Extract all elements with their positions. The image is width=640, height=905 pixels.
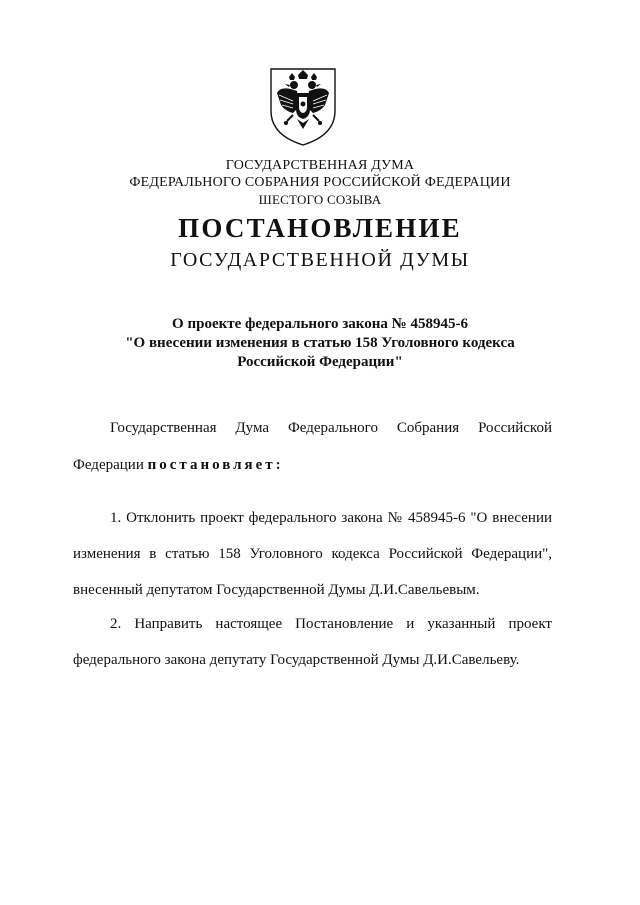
item-2-line-1: 2. Направить настоящее Постановление и указанный проект	[110, 616, 552, 632]
item-1-line-1: 1. Отклонить проект федерального закона № 458945-6 "О внесении	[110, 510, 552, 526]
item-1-line-3: внесенный депутатом Государственной Думы Д.И.Савельевым.	[73, 582, 480, 598]
document-subtitle: ГОСУДАРСТВЕННОЙ ДУМЫ	[170, 249, 470, 271]
item-1-line-2: изменения в статью 158 Уголовного кодекса Российской Федерации",	[73, 546, 552, 562]
intro-paragraph-line-2	[73, 456, 284, 474]
header-line-assembly: ФЕДЕРАЛЬНОГО СОБРАНИЯ РОССИЙСКОЙ ФЕДЕРАЦИИ	[129, 175, 511, 190]
coat-of-arms-icon	[267, 67, 339, 147]
header-line-convocation: ШЕСТОГО СОЗЫВА	[258, 192, 382, 207]
resolves-word: постановляет:	[147, 457, 284, 473]
subject-line-1: О проекте федерального закона № 458945-6	[172, 316, 468, 332]
header-line-duma: ГОСУДАРСТВЕННАЯ ДУМА	[225, 158, 415, 173]
intro-federation-word: Федерации	[73, 457, 144, 473]
intro-paragraph-line-1: Государственная Дума Федерального Собрания Российской	[110, 420, 552, 436]
subject-line-3: Российской Федерации"	[237, 354, 403, 370]
item-2-line-2: федерального закона депутату Государственной Думы Д.И.Савельеву.	[73, 652, 520, 668]
document-title: ПОСТАНОВЛЕНИЕ	[178, 213, 462, 243]
subject-line-2: "О внесении изменения в статью 158 Уголовного кодекса	[125, 335, 515, 351]
